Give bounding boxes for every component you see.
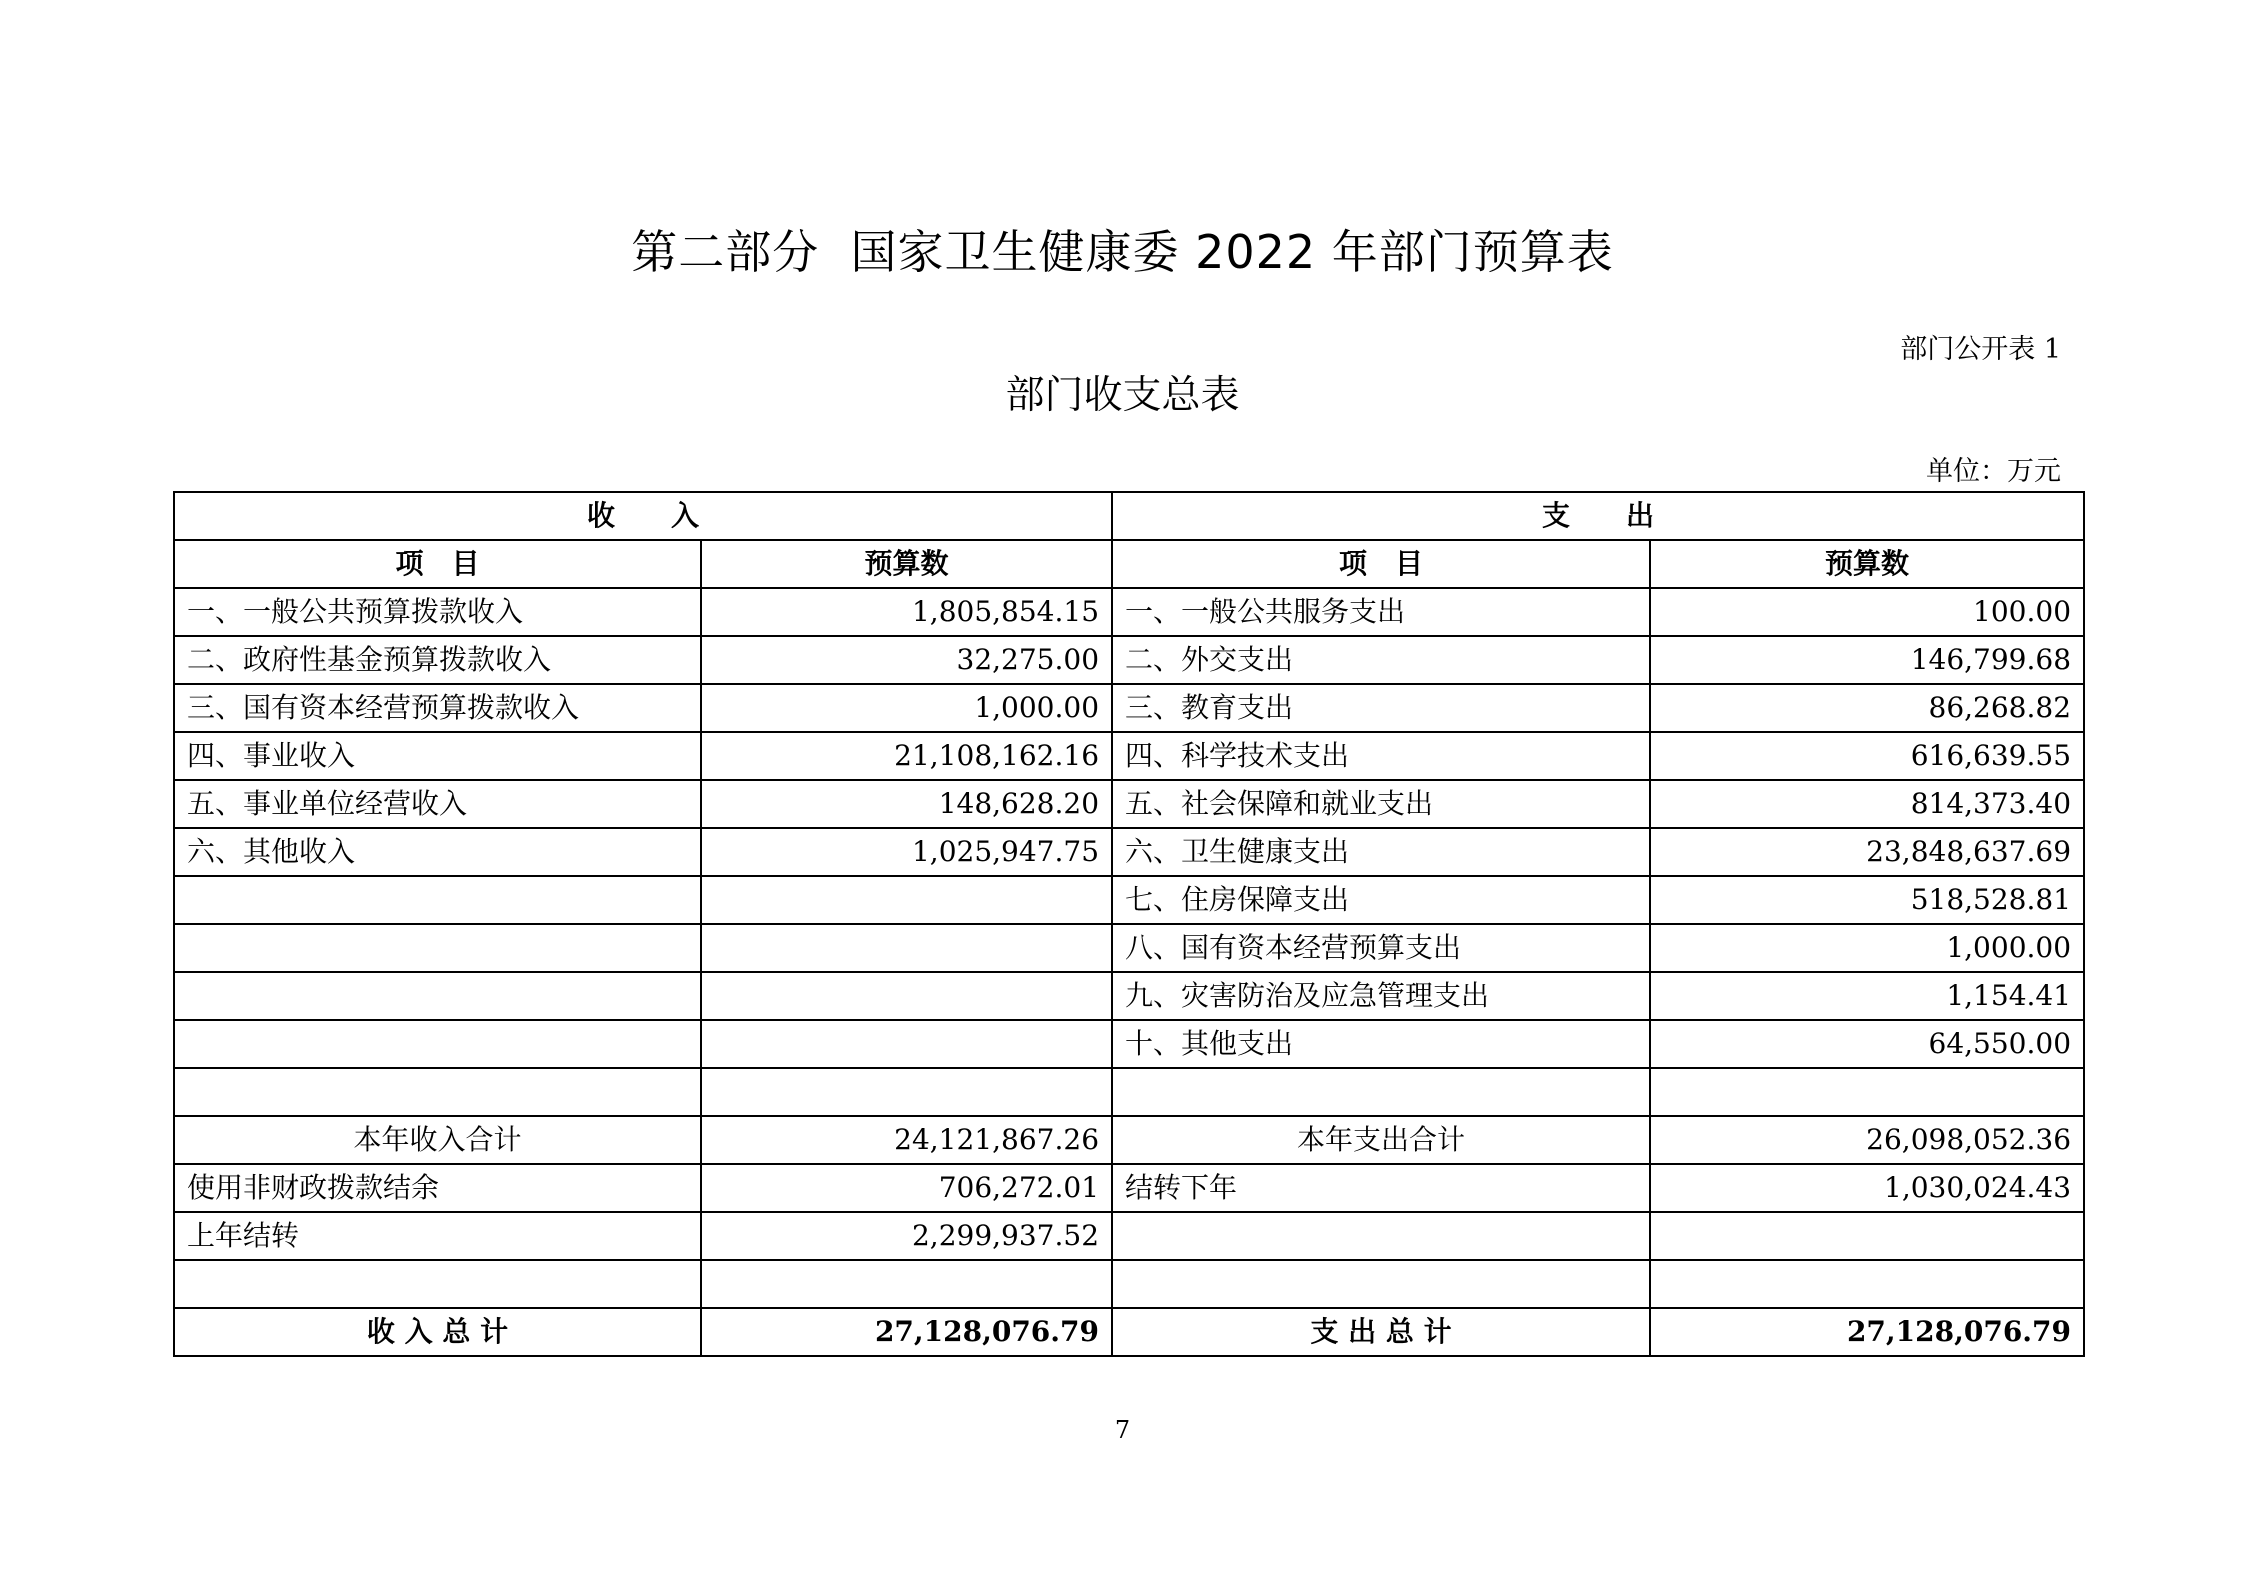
income-item: 使用非财政拨款结余 bbox=[174, 1164, 701, 1212]
expense-total-label: 支 出 总 计 bbox=[1112, 1308, 1650, 1356]
expense-item-header: 项 目 bbox=[1112, 540, 1650, 588]
table-row bbox=[174, 684, 2084, 732]
income-item bbox=[174, 1260, 701, 1308]
table-row bbox=[174, 588, 2084, 636]
income-amount-header: 预算数 bbox=[701, 540, 1112, 588]
income-subtotal-label: 本年收入合计 bbox=[174, 1116, 701, 1164]
expense-amount bbox=[1650, 1068, 2084, 1116]
income-amount bbox=[701, 1020, 1112, 1068]
income-amount: 1,805,854.15 bbox=[701, 588, 1112, 636]
income-item bbox=[174, 924, 701, 972]
expense-total-amount: 27,128,076.79 bbox=[1650, 1308, 2084, 1356]
income-total-amount: 27,128,076.79 bbox=[701, 1308, 1112, 1356]
expense-item: 一、一般公共服务支出 bbox=[1112, 588, 1650, 636]
expense-amount: 1,030,024.43 bbox=[1650, 1164, 2084, 1212]
table-row bbox=[174, 972, 2084, 1020]
expense-amount: 100.00 bbox=[1650, 588, 2084, 636]
expense-amount: 146,799.68 bbox=[1650, 636, 2084, 684]
table-row bbox=[174, 876, 2084, 924]
income-amount bbox=[701, 1260, 1112, 1308]
table-row bbox=[174, 1260, 2084, 1308]
table-row bbox=[174, 780, 2084, 828]
income-total-label: 收 入 总 计 bbox=[174, 1308, 701, 1356]
income-item bbox=[174, 1020, 701, 1068]
expense-amount bbox=[1650, 1212, 2084, 1260]
income-subtotal-amount: 24,121,867.26 bbox=[701, 1116, 1112, 1164]
expense-amount-header: 预算数 bbox=[1650, 540, 2084, 588]
income-item: 五、事业单位经营收入 bbox=[174, 780, 701, 828]
grand-total-row bbox=[174, 1308, 2084, 1356]
income-amount bbox=[701, 972, 1112, 1020]
column-header-row bbox=[174, 540, 2084, 588]
income-item bbox=[174, 1068, 701, 1116]
income-amount: 32,275.00 bbox=[701, 636, 1112, 684]
budget-table bbox=[173, 491, 2085, 1357]
table-row bbox=[174, 636, 2084, 684]
expense-item: 结转下年 bbox=[1112, 1164, 1650, 1212]
expense-amount: 616,639.55 bbox=[1650, 732, 2084, 780]
expense-item: 三、教育支出 bbox=[1112, 684, 1650, 732]
expense-item: 二、外交支出 bbox=[1112, 636, 1650, 684]
expense-amount: 64,550.00 bbox=[1650, 1020, 2084, 1068]
expense-item: 六、卫生健康支出 bbox=[1112, 828, 1650, 876]
income-amount bbox=[701, 1068, 1112, 1116]
table-id: 部门公开表 1 bbox=[1900, 334, 2061, 365]
income-item: 一、一般公共预算拨款收入 bbox=[174, 588, 701, 636]
expense-subtotal-amount: 26,098,052.36 bbox=[1650, 1116, 2084, 1164]
income-header: 收 入 bbox=[174, 492, 1112, 540]
expense-item: 四、科学技术支出 bbox=[1112, 732, 1650, 780]
expense-item bbox=[1112, 1212, 1650, 1260]
income-amount: 148,628.20 bbox=[701, 780, 1112, 828]
income-amount: 1,025,947.75 bbox=[701, 828, 1112, 876]
income-item: 四、事业收入 bbox=[174, 732, 701, 780]
expense-amount: 86,268.82 bbox=[1650, 684, 2084, 732]
page-number: 7 bbox=[1114, 1416, 1131, 1444]
section-header-row bbox=[174, 492, 2084, 540]
expense-header: 支 出 bbox=[1112, 492, 2084, 540]
income-amount: 706,272.01 bbox=[701, 1164, 1112, 1212]
income-amount bbox=[701, 924, 1112, 972]
table-row bbox=[174, 732, 2084, 780]
income-item bbox=[174, 972, 701, 1020]
table-row bbox=[174, 1020, 2084, 1068]
sub-title: 部门收支总表 bbox=[1005, 373, 1240, 418]
expense-amount: 814,373.40 bbox=[1650, 780, 2084, 828]
income-amount: 2,299,937.52 bbox=[701, 1212, 1112, 1260]
income-item: 上年结转 bbox=[174, 1212, 701, 1260]
expense-item bbox=[1112, 1068, 1650, 1116]
table-row bbox=[174, 924, 2084, 972]
income-amount: 1,000.00 bbox=[701, 684, 1112, 732]
table-row bbox=[174, 1164, 2084, 1212]
subtotal-row bbox=[174, 1116, 2084, 1164]
expense-item bbox=[1112, 1260, 1650, 1308]
table-row bbox=[174, 828, 2084, 876]
expense-item: 九、灾害防治及应急管理支出 bbox=[1112, 972, 1650, 1020]
income-item: 二、政府性基金预算拨款收入 bbox=[174, 636, 701, 684]
expense-subtotal-label: 本年支出合计 bbox=[1112, 1116, 1650, 1164]
expense-item: 十、其他支出 bbox=[1112, 1020, 1650, 1068]
expense-item: 五、社会保障和就业支出 bbox=[1112, 780, 1650, 828]
expense-amount: 23,848,637.69 bbox=[1650, 828, 2084, 876]
main-title: 第二部分 国家卫生健康委 2022 年部门预算表 bbox=[631, 225, 1614, 279]
expense-amount: 1,000.00 bbox=[1650, 924, 2084, 972]
income-item bbox=[174, 876, 701, 924]
expense-item: 七、住房保障支出 bbox=[1112, 876, 1650, 924]
table-row bbox=[174, 1212, 2084, 1260]
table-row bbox=[174, 1068, 2084, 1116]
income-item-header: 项 目 bbox=[174, 540, 701, 588]
expense-amount: 518,528.81 bbox=[1650, 876, 2084, 924]
income-item: 三、国有资本经营预算拨款收入 bbox=[174, 684, 701, 732]
expense-amount bbox=[1650, 1260, 2084, 1308]
income-amount: 21,108,162.16 bbox=[701, 732, 1112, 780]
income-item: 六、其他收入 bbox=[174, 828, 701, 876]
expense-amount: 1,154.41 bbox=[1650, 972, 2084, 1020]
unit-label: 单位：万元 bbox=[1926, 456, 2061, 487]
income-amount bbox=[701, 876, 1112, 924]
expense-item: 八、国有资本经营预算支出 bbox=[1112, 924, 1650, 972]
